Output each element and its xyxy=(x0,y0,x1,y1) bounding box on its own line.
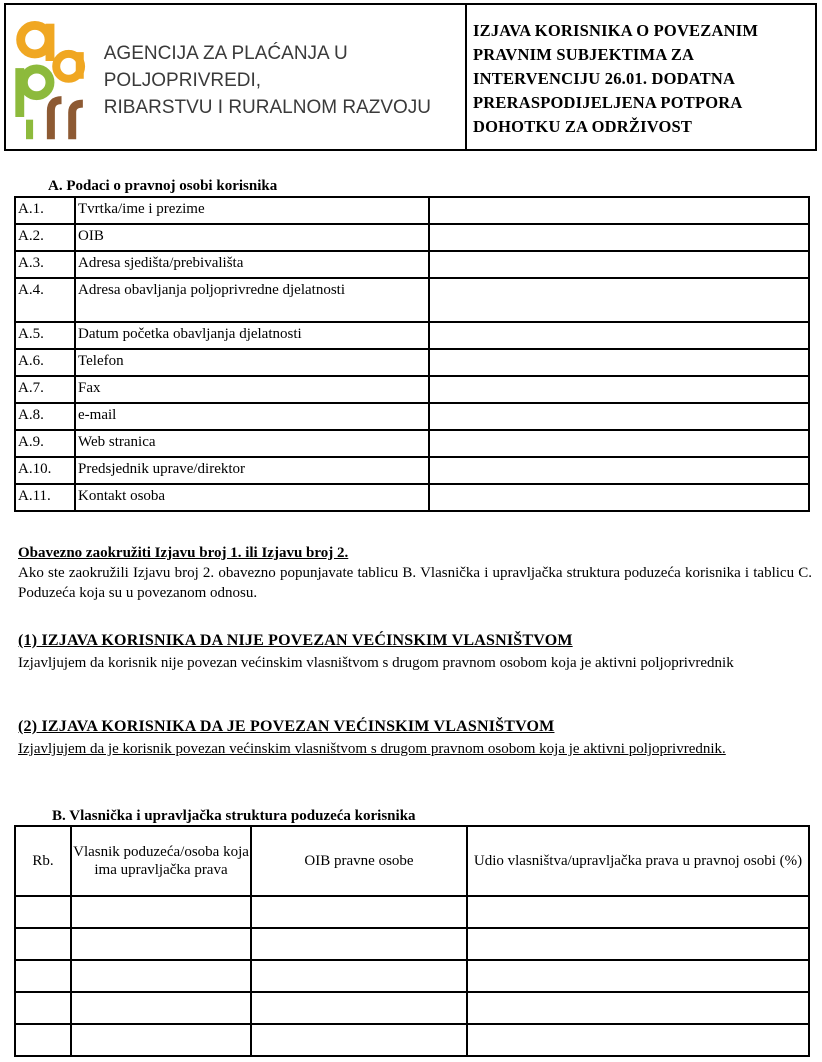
rb-cell[interactable] xyxy=(15,1024,71,1056)
section-a-row xyxy=(15,403,809,430)
table-row xyxy=(15,928,809,960)
table-row xyxy=(15,1024,809,1056)
row-number: A.4. xyxy=(15,278,75,322)
row-value-field[interactable] xyxy=(429,349,809,376)
share-cell[interactable] xyxy=(467,928,809,960)
section-a-row xyxy=(15,430,809,457)
rb-cell[interactable] xyxy=(15,992,71,1024)
row-value-field[interactable] xyxy=(429,376,809,403)
row-number: A.5. xyxy=(15,322,75,349)
section-a-row xyxy=(15,251,809,278)
apr-logo-icon xyxy=(10,7,92,147)
column-header-owner: Vlasnik poduzeća/osoba koja ima upravljačka prava xyxy=(71,826,251,896)
table-row xyxy=(15,960,809,992)
column-header-share: Udio vlasništva/upravljačka prava u pravnoj osobi (%) xyxy=(467,826,809,896)
section-a-row xyxy=(15,376,809,403)
row-label: Tvrtka/ime i prezime xyxy=(75,197,429,224)
instructions-text: Ako ste zaokružili Izjavu broj 2. obavezno popunjavate tablicu B. Vlasnička i upravljačka struktura poduzeća korisnika i tablicu C. Poduzeća koja su u povezanom odnosu. xyxy=(18,565,812,601)
section-a-row xyxy=(15,457,809,484)
agency-branding xyxy=(6,5,467,149)
owner-cell[interactable] xyxy=(71,1024,251,1056)
row-value-field[interactable] xyxy=(429,278,809,322)
row-number: A.6. xyxy=(15,349,75,376)
owner-cell[interactable] xyxy=(71,992,251,1024)
row-value-field[interactable] xyxy=(429,197,809,224)
statement-1-heading[interactable]: (1) IZJAVA KORISNIKA DA NIJE POVEZAN VEĆINSKIM VLASNIŠTVOM xyxy=(18,632,573,649)
row-value-field[interactable] xyxy=(429,484,809,511)
rb-cell[interactable] xyxy=(15,928,71,960)
row-value-field[interactable] xyxy=(429,322,809,349)
owner-cell[interactable] xyxy=(71,928,251,960)
section-a-row xyxy=(15,484,809,511)
row-number: A.2. xyxy=(15,224,75,251)
owner-cell[interactable] xyxy=(71,896,251,928)
row-label: OIB xyxy=(75,224,429,251)
row-value-field[interactable] xyxy=(429,224,809,251)
column-header-rb: Rb. xyxy=(15,826,71,896)
table-row xyxy=(15,896,809,928)
instructions-heading: Obavezno zaokružiti Izjavu broj 1. ili Izjavu broj 2. xyxy=(18,545,349,561)
oib-cell[interactable] xyxy=(251,896,467,928)
agency-name-line2: RIBARSTVU I RURALNOM RAZVOJU xyxy=(103,96,432,118)
row-number: A.10. xyxy=(15,457,75,484)
row-label: Adresa obavljanja poljoprivredne djelatnosti xyxy=(75,278,429,322)
row-label: Web stranica xyxy=(75,430,429,457)
section-b-table xyxy=(14,825,810,1057)
row-label: Predsjednik uprave/direktor xyxy=(75,457,429,484)
row-value-field[interactable] xyxy=(429,430,809,457)
section-b-header-row xyxy=(15,826,809,896)
share-cell[interactable] xyxy=(467,896,809,928)
rb-cell[interactable] xyxy=(15,960,71,992)
statement-2-text: Izjavljujem da je korisnik povezan većinskim vlasništvom s drugom pravnom osobom koja je aktivni poljoprivrednik. xyxy=(18,741,726,757)
section-a-row xyxy=(15,197,809,224)
statement-2-heading[interactable]: (2) IZJAVA KORISNIKA DA JE POVEZAN VEĆINSKIM VLASNIŠTVOM xyxy=(18,718,555,735)
section-a-row xyxy=(15,278,809,322)
row-number: A.1. xyxy=(15,197,75,224)
agency-name-line1: AGENCIJA ZA PLAĆANJA U POLJOPRIVREDI, xyxy=(103,42,348,91)
section-b-title: B. Vlasnička i upravljačka struktura poduzeća korisnika xyxy=(52,808,416,824)
oib-cell[interactable] xyxy=(251,928,467,960)
section-a-row xyxy=(15,349,809,376)
column-header-oib: OIB pravne osobe xyxy=(251,826,467,896)
row-number: A.7. xyxy=(15,376,75,403)
row-label: Telefon xyxy=(75,349,429,376)
instructions xyxy=(18,543,812,603)
row-value-field[interactable] xyxy=(429,251,809,278)
form-header xyxy=(4,3,817,151)
oib-cell[interactable] xyxy=(251,1024,467,1056)
section-a-title: A. Podaci o pravnoj osobi korisnika xyxy=(48,178,278,194)
row-number: A.8. xyxy=(15,403,75,430)
row-label: e-mail xyxy=(75,403,429,430)
oib-cell[interactable] xyxy=(251,992,467,1024)
row-value-field[interactable] xyxy=(429,457,809,484)
statement-1-text: Izjavljujem da korisnik nije povezan većinskim vlasništvom s drugom pravnom osobom koja je aktivni poljoprivrednik xyxy=(18,655,734,671)
row-number: A.9. xyxy=(15,430,75,457)
oib-cell[interactable] xyxy=(251,960,467,992)
section-a-table xyxy=(14,196,810,512)
row-number: A.3. xyxy=(15,251,75,278)
share-cell[interactable] xyxy=(467,1024,809,1056)
row-label: Kontakt osoba xyxy=(75,484,429,511)
share-cell[interactable] xyxy=(467,992,809,1024)
row-label: Fax xyxy=(75,376,429,403)
section-a-row xyxy=(15,322,809,349)
owner-cell[interactable] xyxy=(71,960,251,992)
row-value-field[interactable] xyxy=(429,403,809,430)
share-cell[interactable] xyxy=(467,960,809,992)
row-number: A.11. xyxy=(15,484,75,511)
row-label: Adresa sjedišta/prebivališta xyxy=(75,251,429,278)
section-a-row xyxy=(15,224,809,251)
agency-name xyxy=(104,40,465,121)
rb-cell[interactable] xyxy=(15,896,71,928)
table-row xyxy=(15,992,809,1024)
form-title: IZJAVA KORISNIKA O POVEZANIM PRAVNIM SUBJEKTIMA ZA INTERVENCIJU 26.01. DODATNA PRERASPODIJELJENA POTPORA DOHOTKU ZA ODRŽIVOST xyxy=(473,21,759,136)
row-label: Datum početka obavljanja djelatnosti xyxy=(75,322,429,349)
